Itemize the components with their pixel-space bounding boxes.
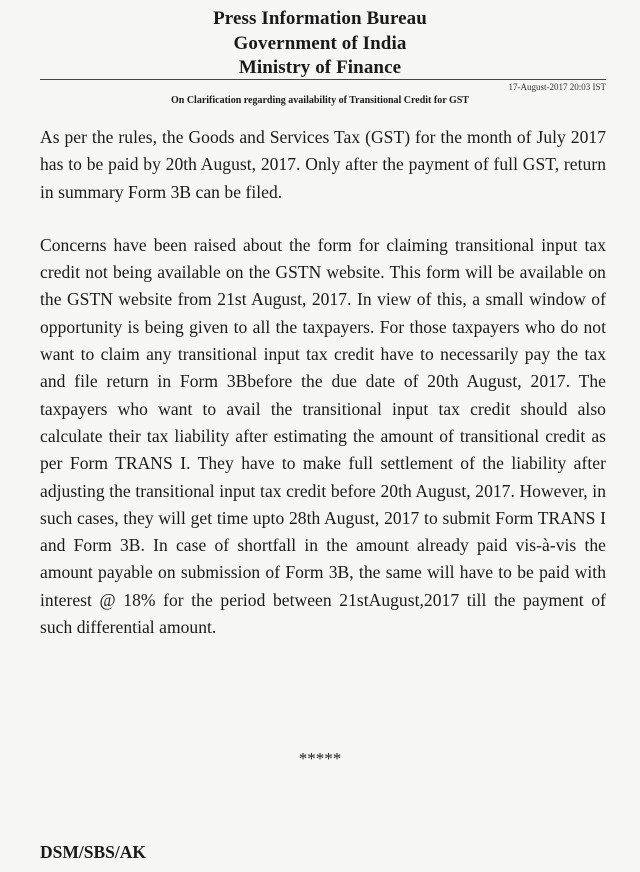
release-subject: On Clarification regarding availability of Transitional Credit for GST [171, 95, 469, 106]
document-header [0, 7, 640, 81]
header-ministry: Ministry of Finance [238, 57, 402, 78]
release-body [40, 124, 606, 641]
section-separator: ***** [298, 749, 342, 768]
reference-initials: DSM/SBS/AK [40, 842, 146, 862]
paragraph-2: Concerns have been raised about the form for claiming transitional input tax credit not being available on the GSTN website. This form will be available on the GSTN website from 21st August, 2017. In view of this, a small window of opportunity is being given to all the taxpayers. For those taxpayers who do not want to claim any transitional input tax credit have to necessarily pay the tax and file return in Form 3Bbefore the due date of 20th August, 2017. The taxpayers who want to avail the transitional input tax credit should also calculate their tax liability after estimating the amount of transitional credit as per Form TRANS I. They have to make full settlement of the liability after adjusting the transitional input tax credit before 20th August, 2017. However, in such cases, they will get time upto 28th August, 2017 to submit Form TRANS I and Form 3B. In case of shortfall in the amount already paid vis-à-vis the amount payable on submission of Form 3B, the same will have to be paid with interest @ 18% for the period between 21stAugust,2017 till the payment of such differential amount. [40, 234, 606, 638]
header-bureau: Press Information Bureau [213, 8, 427, 29]
paragraph-1: As per the rules, the Goods and Services Tax (GST) for the month of July 2017 has to be paid by 20th August, 2017. Only after the payment of full GST, return in summary Form 3B can be filed. [40, 127, 606, 202]
release-timestamp: 17-August-2017 20:03 IST [508, 82, 606, 92]
header-government: Government of India [233, 32, 407, 54]
header-divider [40, 79, 606, 80]
